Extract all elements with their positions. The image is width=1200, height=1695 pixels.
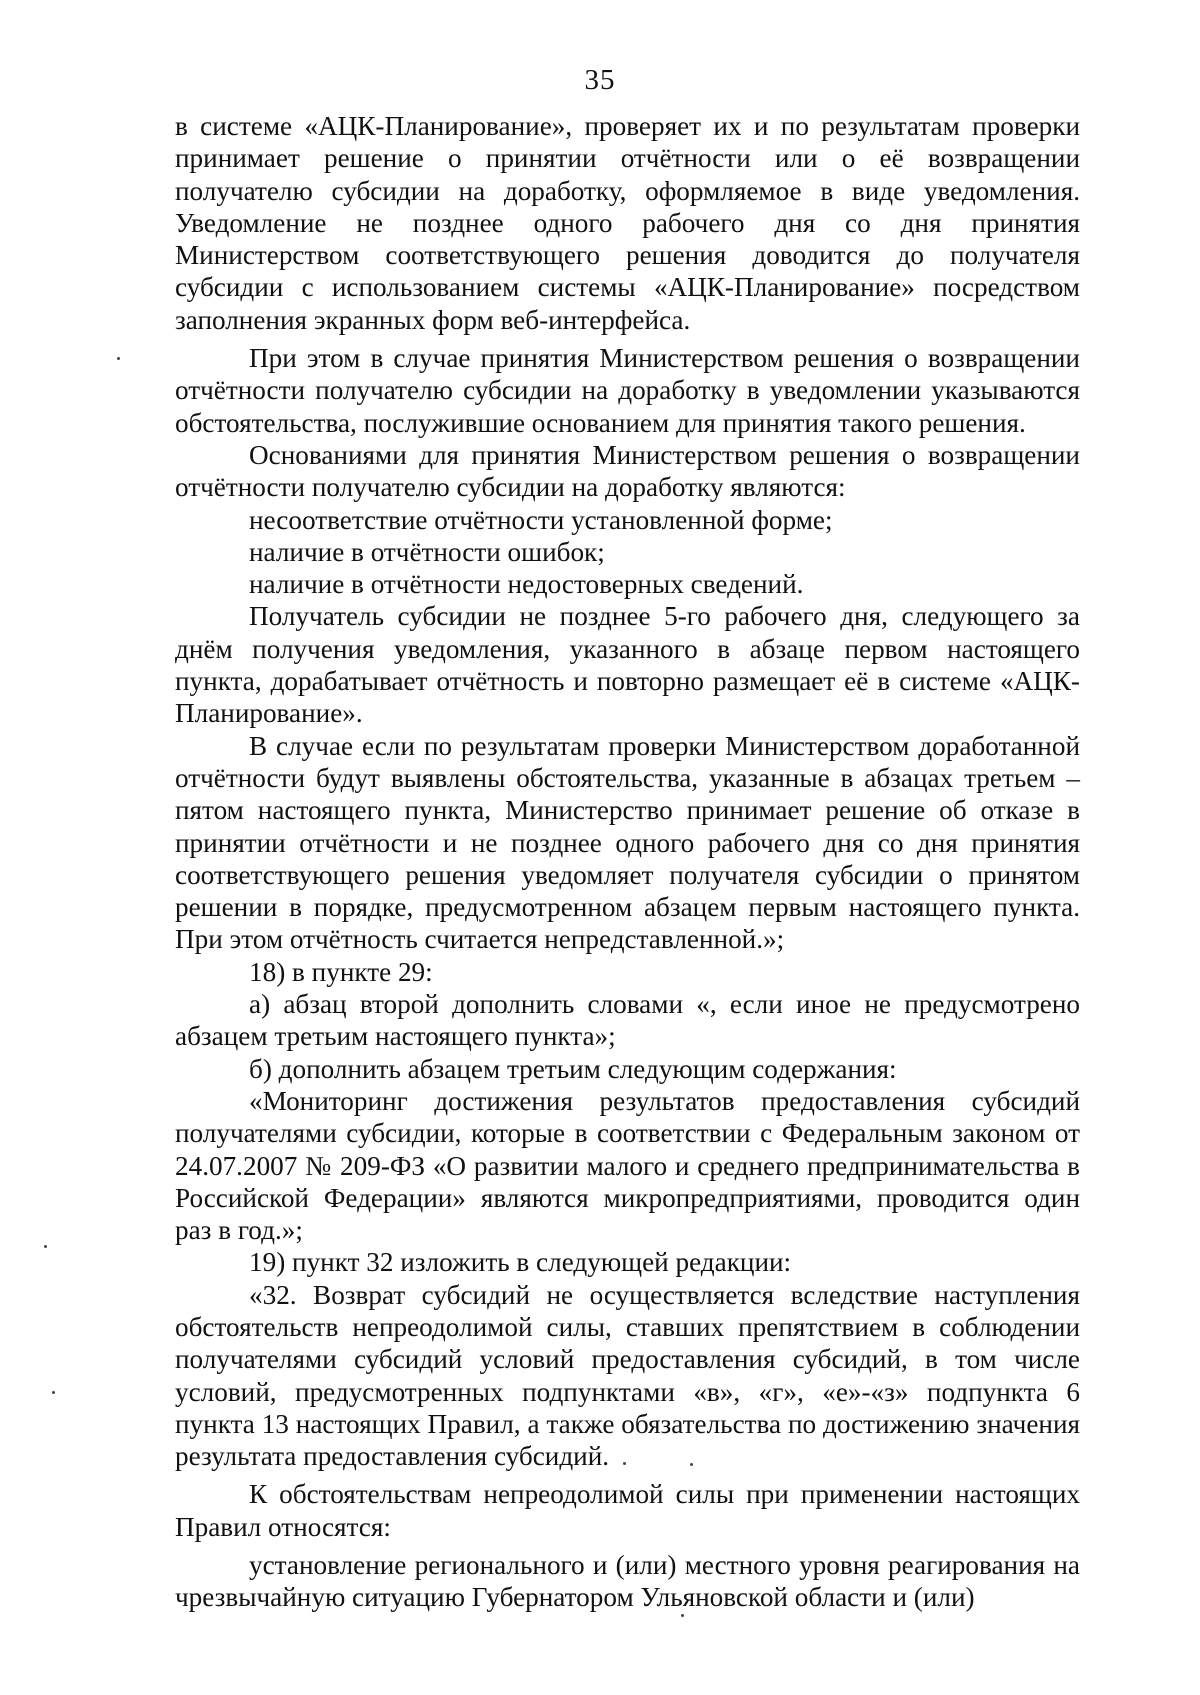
scan-speck [117,357,120,360]
paragraph: К обстоятельствам непреодолимой силы при применении настоящих Правил относятся: [175,1479,1080,1542]
scan-speck [623,1462,626,1465]
paragraph: 19) пункт 32 изложить в следующей редакции: [249,1247,792,1278]
scan-speck [681,1614,684,1617]
paragraph: При этом в случае принятия Министерством решения о возвращении отчётности получателю субсидии на доработку в уведомлении указываются обстоятельства, послужившие основанием для принятия такого решения. [175,343,1080,438]
list-item: несоответствие отчётности установленной форме; [249,504,833,535]
paragraph: В случае если по результатам проверки Министерством доработанной отчётности будут выявлены обстоятельства, указанные в абзацах третьем – пятом настоящего пункта, Министерство принимает решение об отказе в принятии отчётности и не позднее одного рабочего дня со дня принятия соответствующего решения уведомляет получателя субсидии о принятом решении в порядке, предусмотренном абзацем первым настоящего пункта. При этом отчётность считается непредставленной.»; [175,730,1080,955]
page-number: 35 [584,64,616,96]
paragraph: а) абзац второй дополнить словами «, если иное не предусмотрено абзацем третьим настоящего пункта»; [175,989,1080,1052]
paragraph: «32. Возврат субсидий не осуществляется вследствие наступления обстоятельств непреодолимой силы, ставших препятствием в соблюдении получателями субсидий условий предоставления субсидий, в том числе условий, предусмотренных подпунктами «в», «г», «е»-«з» подпункта 6 пункта 13 настоящих Правил, а также обязательства по достижению значения результата предоставления субсидий. [175,1279,1080,1472]
paragraph: установление регионального и (или) местного уровня реагирования на чрезвычайную ситуацию Губернатором Ульяновской области и (или) [175,1550,1080,1613]
list-item: наличие в отчётности недостоверных сведений. [249,569,804,600]
paragraph: 18) в пункте 29: [249,956,433,987]
paragraph: Получатель субсидии не позднее 5-го рабочего дня, следующего за днём получения уведомления, указанного в абзаце первом настоящего пункта, дорабатывает отчётность и повторно размещает её в системе «АЦК-Планирование». [175,601,1080,729]
paragraph: Основаниями для принятия Министерством решения о возвращении отчётности получателю субсидии на доработку являются: [175,439,1080,503]
scan-speck [690,1463,693,1466]
paragraph: б) дополнить абзацем третьим следующим содержания: [249,1053,897,1084]
document-body [175,110,1080,1614]
list-item: наличие в отчётности ошибок; [249,536,605,567]
paragraph: в системе «АЦК-Планирование», проверяет их и по результатам проверки принимает решение о принятии отчётности или о её возвращении получателю субсидии на доработку, оформляемое в виде уведомления. Уведомление не позднее одного рабочего дня со дня принятия Министерством соответствующего решения доводится до получателя субсидии с использованием системы «АЦК-Планирование» посредством заполнения экранных форм веб-интерфейса. [175,111,1080,335]
scan-speck [44,1245,47,1248]
paragraph: «Мониторинг достижения результатов предоставления субсидий получателями субсидии, которые в соответствии с Федеральным законом от 24.07.2007 № 209-ФЗ «О развитии малого и среднего предпринимательства в Российской Федерации» являются микропредприятиями, проводится один раз в год.»; [175,1085,1080,1246]
scan-speck [52,1391,55,1394]
